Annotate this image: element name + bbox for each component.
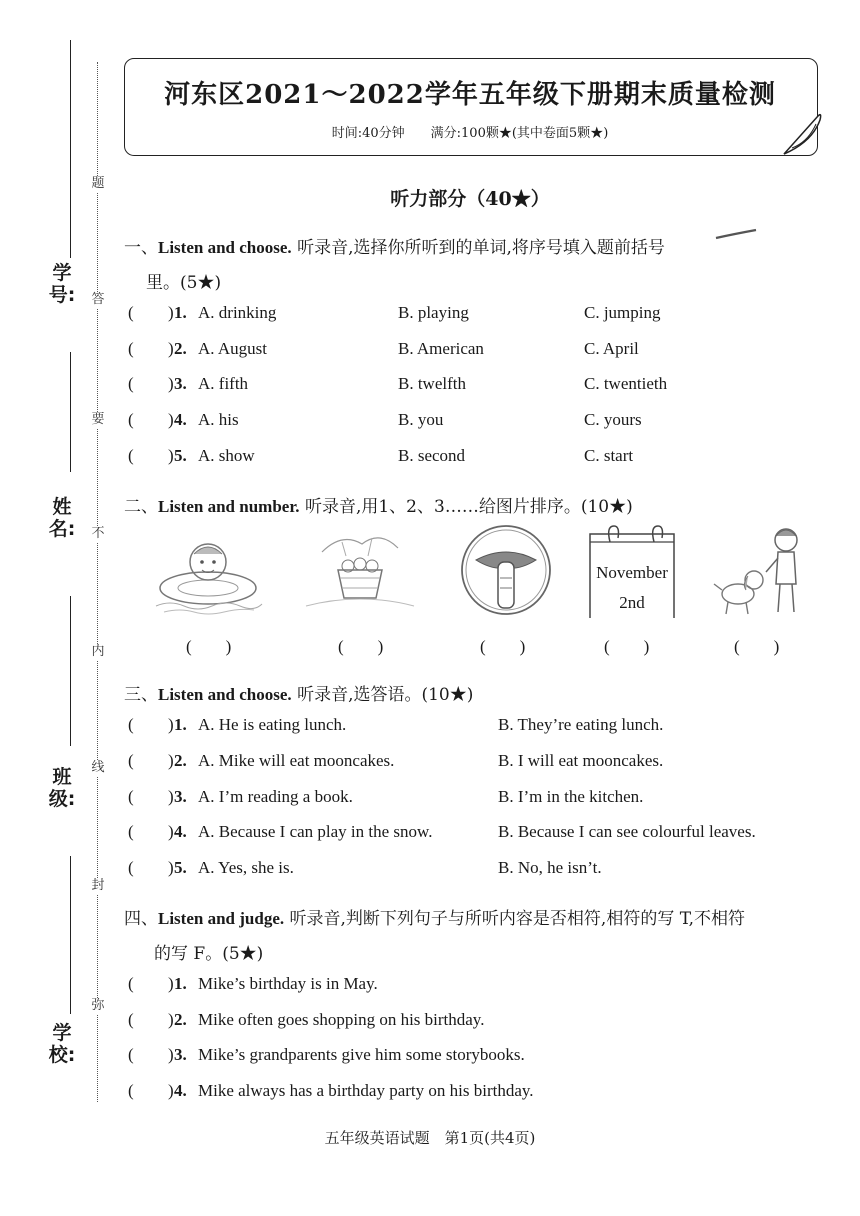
option-c: C. twentieth — [584, 374, 668, 393]
paren-open: ( — [128, 303, 134, 322]
blank-line — [70, 40, 71, 258]
answer-blank[interactable] — [128, 974, 174, 994]
paren-close: ) — [168, 339, 174, 358]
paren-open: ( — [128, 410, 134, 429]
section-cn: 听录音,选答语。(10★) — [291, 685, 474, 705]
option-c: C. April — [584, 339, 639, 358]
section-cn: 听录音,用1、2、3……给图片排序。(10★) — [299, 497, 633, 517]
section-1-heading — [124, 233, 665, 258]
section-number: 三、 — [124, 685, 158, 705]
option-b: B. American — [398, 339, 484, 358]
page-footer: 五年级英语试题 第1页(共4页) — [324, 1129, 536, 1147]
paren-close: ) — [168, 858, 174, 877]
answer-blank[interactable]: ( ) — [186, 637, 232, 656]
statement-text: Mike often goes shopping on his birthday. — [198, 1010, 485, 1029]
option-b: B. second — [398, 446, 466, 465]
paren-close: ) — [168, 751, 174, 770]
option-a: A. fifth — [198, 374, 249, 393]
seal-line — [97, 62, 98, 1102]
option-c: C. start — [584, 446, 634, 465]
option-c: C. yours — [584, 410, 642, 429]
seal-char: 答 — [88, 292, 108, 308]
section-1-heading-cont: 里。(5★) — [146, 273, 222, 293]
answer-blank[interactable]: ( ) — [604, 637, 650, 656]
section-number: 二、 — [124, 497, 158, 517]
paren-open: ( — [128, 1081, 134, 1100]
paren-open: ( — [128, 858, 134, 877]
school-label: 学校: — [48, 1022, 76, 1066]
section-en: Listen and number. — [158, 497, 300, 516]
paren-open: ( — [128, 446, 134, 465]
calendar-day: 2nd — [619, 593, 645, 612]
paren-close: ) — [168, 787, 174, 806]
paren-close: ) — [168, 1045, 174, 1064]
class-label: 班级: — [48, 766, 76, 810]
paren-close: ) — [168, 410, 174, 429]
option-a: A. Yes, she is. — [198, 858, 294, 877]
section-2-heading — [124, 492, 633, 517]
question-number: 2. — [174, 1010, 187, 1029]
calendar-text — [590, 558, 674, 618]
answer-blank[interactable] — [128, 410, 174, 430]
question-number: 1. — [174, 303, 187, 322]
question-number: 4. — [174, 410, 187, 429]
answer-blank[interactable] — [128, 374, 174, 394]
section-number: 四、 — [124, 909, 158, 929]
answer-blank[interactable] — [128, 715, 174, 735]
paren-open: ( — [128, 339, 134, 358]
option-b: B. playing — [398, 303, 469, 322]
question-number: 5. — [174, 446, 187, 465]
seal-char: 线 — [88, 760, 108, 776]
section-4-heading — [124, 904, 745, 929]
paren-open: ( — [128, 374, 134, 393]
part-title: 听力部分（40★） — [390, 188, 550, 210]
section-cn: 听录音,选择你所听到的单词,将序号填入题前括号 — [291, 238, 665, 258]
paren-close: ) — [168, 303, 174, 322]
option-b: B. I will eat mooncakes. — [498, 751, 664, 770]
answer-blank[interactable] — [128, 1045, 174, 1065]
answer-blank[interactable] — [128, 1010, 174, 1030]
question-number: 1. — [174, 715, 187, 734]
paren-close: ) — [168, 974, 174, 993]
answer-blank[interactable] — [128, 787, 174, 807]
question-number: 5. — [174, 858, 187, 877]
option-c: C. jumping — [584, 303, 661, 322]
student-id-blank[interactable] — [70, 352, 71, 472]
paren-open: ( — [128, 751, 134, 770]
option-b: B. you — [398, 410, 444, 429]
name-label: 姓名: — [48, 496, 76, 540]
paren-open: ( — [128, 822, 134, 841]
name-blank[interactable] — [70, 596, 71, 746]
statement-text: Mike’s birthday is in May. — [198, 974, 378, 993]
boy-with-dog-image — [706, 522, 822, 618]
calendar-month: November — [596, 563, 668, 582]
section-number: 一、 — [124, 238, 158, 258]
seal-char: 题 — [88, 176, 108, 192]
answer-blank[interactable] — [128, 303, 174, 323]
option-a: A. his — [198, 410, 239, 429]
option-a: A. Because I can play in the snow. — [198, 822, 433, 841]
swimming-ring-boy-image — [150, 522, 266, 618]
option-b: B. twelfth — [398, 374, 466, 393]
answer-blank[interactable] — [128, 858, 174, 878]
option-a: A. show — [198, 446, 255, 465]
question-number: 4. — [174, 1081, 187, 1100]
paren-open: ( — [128, 1045, 134, 1064]
class-blank[interactable] — [70, 856, 71, 1014]
answer-blank[interactable] — [128, 1081, 174, 1101]
paren-open: ( — [128, 1010, 134, 1029]
question-number: 4. — [174, 822, 187, 841]
paren-close: ) — [168, 822, 174, 841]
section-3-heading — [124, 680, 473, 705]
question-number: 2. — [174, 751, 187, 770]
paren-close: ) — [168, 374, 174, 393]
question-number: 2. — [174, 339, 187, 358]
pen-stroke-mark — [714, 228, 758, 242]
fruit-basket-image — [302, 522, 418, 618]
option-a: A. Mike will eat mooncakes. — [198, 751, 395, 770]
section-cn: 听录音,判断下列句子与所听内容是否相符,相符的写 T,不相符 — [284, 909, 745, 929]
option-a: A. He is eating lunch. — [198, 715, 347, 734]
option-a: A. August — [198, 339, 267, 358]
paren-open: ( — [128, 715, 134, 734]
paren-close: ) — [168, 1010, 174, 1029]
exam-subtitle: 时间:40分钟 满分:100颗★(其中卷面5颗★) — [331, 126, 609, 141]
answer-blank[interactable] — [128, 339, 174, 359]
paren-close: ) — [168, 715, 174, 734]
seal-char: 内 — [88, 644, 108, 660]
section-en: Listen and choose. — [158, 685, 292, 704]
seal-char: 不 — [88, 526, 108, 542]
answer-blank[interactable]: ( ) — [734, 637, 780, 656]
question-number: 3. — [174, 787, 187, 806]
quiet-sign-image — [448, 522, 564, 618]
student-id-label: 学号: — [48, 262, 76, 306]
section-4-heading-cont: 的写 F。(5★) — [154, 944, 264, 964]
answer-blank[interactable]: ( ) — [480, 637, 526, 656]
option-a: A. I’m reading a book. — [198, 787, 353, 806]
paren-close: ) — [168, 446, 174, 465]
section-en: Listen and choose. — [158, 238, 292, 257]
section-en: Listen and judge. — [158, 909, 285, 928]
option-a: A. drinking — [198, 303, 277, 322]
answer-blank[interactable] — [128, 751, 174, 771]
option-b: B. They’re eating lunch. — [498, 715, 664, 734]
statement-text: Mike’s grandparents give him some storybooks. — [198, 1045, 525, 1064]
question-number: 1. — [174, 974, 187, 993]
answer-blank[interactable] — [128, 446, 174, 466]
question-number: 3. — [174, 374, 187, 393]
answer-blank[interactable] — [128, 822, 174, 842]
question-number: 3. — [174, 1045, 187, 1064]
statement-text: Mike always has a birthday party on his birthday. — [198, 1081, 534, 1100]
option-b: B. No, he isn’t. — [498, 858, 602, 877]
seal-char: 封 — [88, 878, 108, 894]
option-b: B. Because I can see colourful leaves. — [498, 822, 756, 841]
option-b: B. I’m in the kitchen. — [498, 787, 644, 806]
seal-char: 弥 — [88, 998, 108, 1014]
paren-open: ( — [128, 974, 134, 993]
answer-blank[interactable]: ( ) — [338, 637, 384, 656]
paren-open: ( — [128, 787, 134, 806]
seal-char: 要 — [88, 412, 108, 428]
exam-title: 河东区2021～2022学年五年级下册期末质量检测 — [164, 80, 776, 110]
paren-close: ) — [168, 1081, 174, 1100]
